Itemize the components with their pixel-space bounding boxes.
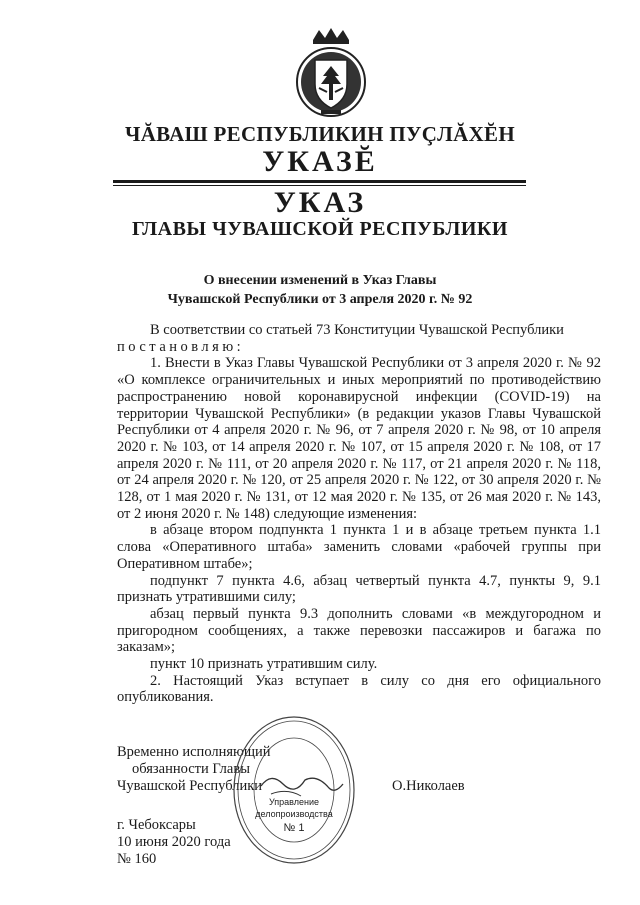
signature-line-1: Временно исполняющий <box>117 744 271 760</box>
chuvash-decree-title: УКАЗĔ <box>262 145 378 178</box>
footer-number: № 160 <box>117 851 157 867</box>
chuvash-header-line: ЧĂВАШ РЕСПУБЛИКИН ПУÇЛĂХĔН <box>124 122 515 146</box>
russian-decree-subtitle: ГЛАВЫ ЧУВАШСКОЙ РЕСПУБЛИКИ <box>132 218 508 240</box>
header-divider-thick <box>113 180 526 183</box>
signature-line-2: обязанности Главы <box>132 761 250 777</box>
official-stamp <box>231 714 357 866</box>
coat-of-arms-emblem <box>293 26 369 118</box>
change-2-paragraph: подпункт 7 пункта 4.6, абзац четвертый пункта 4.7, пункты 9, 9.1 признать утратившими силу; <box>117 572 601 606</box>
stamp-line-2: делопроизводства <box>255 809 333 819</box>
decree-subject <box>0 271 640 309</box>
change-3-paragraph: абзац первый пункта 9.3 дополнить словами «в междугородном и пригородном сообщениях, а также перевозки пассажиров и багажа по заказам»; <box>117 605 601 656</box>
footer-city: г. Чебоксары <box>117 817 196 833</box>
intro-paragraph: В соответствии со статьей 73 Конституции Чувашской Республики <box>150 322 564 338</box>
change-1-paragraph: в абзаце втором подпункта 1 пункта 1 и в абзаце третьем пункта 1.1 слова «Оперативного штаба» заменить словами «рабочей группы при Оперативном штабе»; <box>117 522 601 572</box>
stamp-line-1: Управление <box>268 797 320 807</box>
item-2-paragraph: 2. Настоящий Указ вступает в силу со дня его официального опубликования. <box>117 672 601 706</box>
subject-line-1: О внесении изменений в Указ Главы <box>203 273 437 288</box>
footer-block <box>117 817 231 868</box>
footer-date: 10 июня 2020 года <box>117 834 231 850</box>
russian-decree-title: УКАЗ <box>273 186 367 219</box>
decree-body <box>117 322 601 706</box>
signature-line-3: Чувашской Республики <box>117 778 263 794</box>
stamp-line-3: № 1 <box>283 822 305 834</box>
item-1-paragraph: 1. Внести в Указ Главы Чувашской Республики от 3 апреля 2020 г. № 92 «О комплексе ограничительных и иных мероприятий по противодействию распространению новой коронавирусной инфекции (COVID-19) на территории Чувашской Республики» (в редакции указов Главы Чувашской Республики от 4 апреля 2020 г. № 96, от 7 апреля 2020 г. № 98, от 10 апреля 2020 г. № 103, от 14 апреля 2020 г. № 107, от 15 апреля 2020 г. № 108, от 17 апреля 2020 г. № 111, от 20 апреля 2020 г. № 117, от 21 апреля 2020 г. № 118, от 24 апреля 2020 г. № 120, от 25 апреля 2020 г. № 122, от 30 апреля 2020 г. № 128, от 1 мая 2020 г. № 131, от 12 мая 2020 г. № 135, от 26 мая 2020 г. № 143, от 2 июня 2020 г. № 148) следующие изменения: <box>117 355 601 522</box>
signatory-name: О.Николаев <box>392 778 465 794</box>
decree-word: постановляю: <box>117 338 245 355</box>
change-4-paragraph: пункт 10 признать утратившим силу. <box>150 656 378 673</box>
subject-line-2: Чувашской Республики от 3 апреля 2020 г. № 92 <box>167 292 473 307</box>
